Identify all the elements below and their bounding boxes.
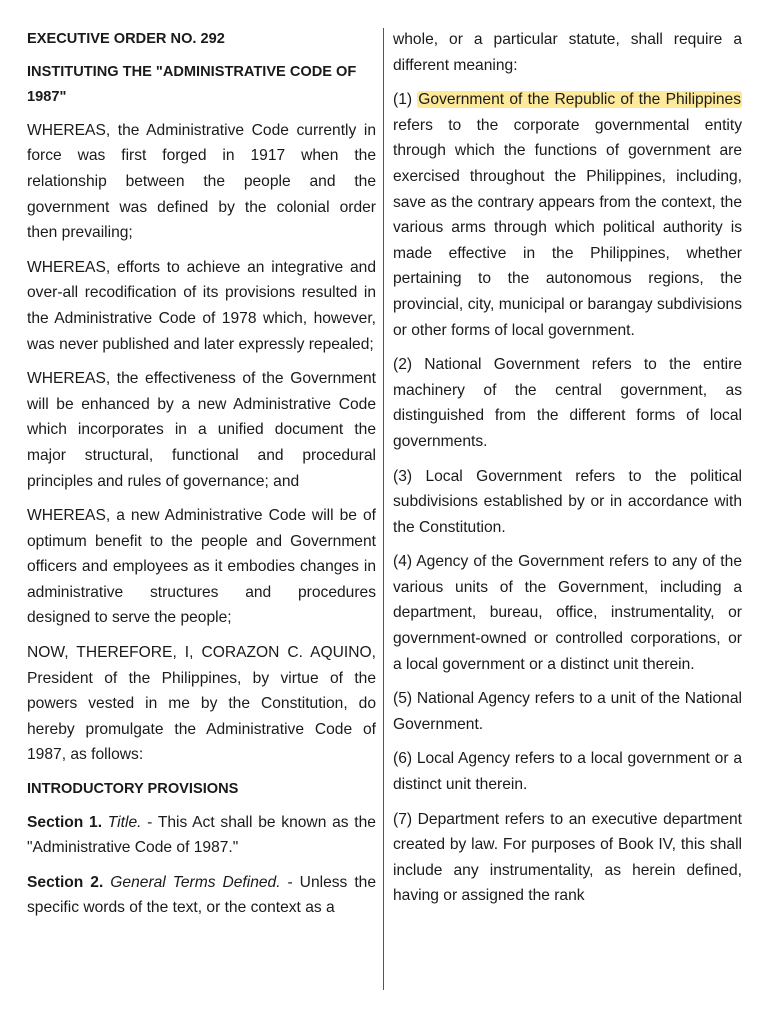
section-2-continuation: whole, or a particular statute, shall require a different meaning: (393, 31, 742, 74)
definition-5: (5) National Agency refers to a unit of the National Government. (393, 690, 742, 733)
whereas-paragraph-3: WHEREAS, the effectiveness of the Government will be enhanced by a new Administrative Code which incorporates in a unified document the major structural, functional and procedural principles and rules of governance; and (27, 370, 376, 490)
introductory-provisions-heading: INTRODUCTORY PROVISIONS (27, 781, 239, 798)
whereas-paragraph-1: WHEREAS, the Administrative Code currently in force was first forged in 1917 when the relationship between the people and the government was defined by the colonial order then prevailing; (27, 121, 376, 242)
section-1-text: - This Act shall be known as the "Administrative Code of 1987." (27, 813, 376, 857)
section-2-text: - Unless the specific words of the text, or the context as a (27, 873, 376, 917)
definition-1-number: (1) (393, 91, 418, 109)
definition-1-text: refers to the corporate governmental entity through which the functions of government are exercised throughout the Philippines, including, save as the contrary appears from the context, the various arms through which political authority is made effective in the Philippines, whether pertaining to the autonomous regions, the provincial, city, municipal or barangay subdivisions or other forms of local government. (393, 116, 742, 339)
definition-6: (6) Local Agency refers to a local government or a distinct unit therein. (393, 750, 742, 794)
definition-3: (3) Local Government refers to the political subdivisions established by or in accordance with the Constitution. (393, 467, 742, 536)
column-divider (383, 28, 384, 990)
whereas-paragraph-4: WHEREAS, a new Administrative Code will be of optimum benefit to the people and Government officers and employees as it embodies changes in administrative structures and procedures designed to serve the people; (27, 507, 376, 627)
section-1 (27, 810, 376, 861)
section-2 (27, 870, 376, 921)
instituting-heading: INSTITUTING THE "ADMINISTRATIVE CODE OF 1987" (27, 63, 357, 106)
right-column (393, 27, 742, 918)
section-1-label: Section 1. (27, 813, 103, 831)
executive-order-title: EXECUTIVE ORDER NO. 292 (27, 31, 225, 47)
section-1-heading: Title. (107, 813, 142, 831)
left-column (27, 27, 376, 930)
highlighted-term[interactable]: Government of the Republic of the Philippines (418, 91, 741, 109)
now-therefore-paragraph: NOW, THEREFORE, I, CORAZON C. AQUINO, President of the Philippines, by virtue of the powers vested in me by the Constitution, do hereby promulgate the Administrative Code of 1987, as follows: (27, 644, 376, 764)
definition-4: (4) Agency of the Government refers to any of the various units of the Government, including a department, bureau, office, instrumentality, or government-owned or controlled corporations, or a local government or a distinct unit therein. (393, 553, 742, 673)
definition-1 (393, 87, 742, 343)
definition-2: (2) National Government refers to the entire machinery of the central government, as distinguished from the different forms of local governments. (393, 356, 742, 450)
section-2-heading: General Terms Defined. (110, 873, 281, 891)
definition-7: (7) Department refers to an executive department created by law. For purposes of Book IV, this shall include any instrumentality, as herein defined, having or assigned the rank (393, 810, 742, 905)
section-2-label: Section 2. (27, 873, 104, 891)
whereas-paragraph-2: WHEREAS, efforts to achieve an integrative and over-all recodification of its provisions resulted in the Administrative Code of 1978 which, however, was never published and later expressly repealed; (27, 258, 376, 353)
